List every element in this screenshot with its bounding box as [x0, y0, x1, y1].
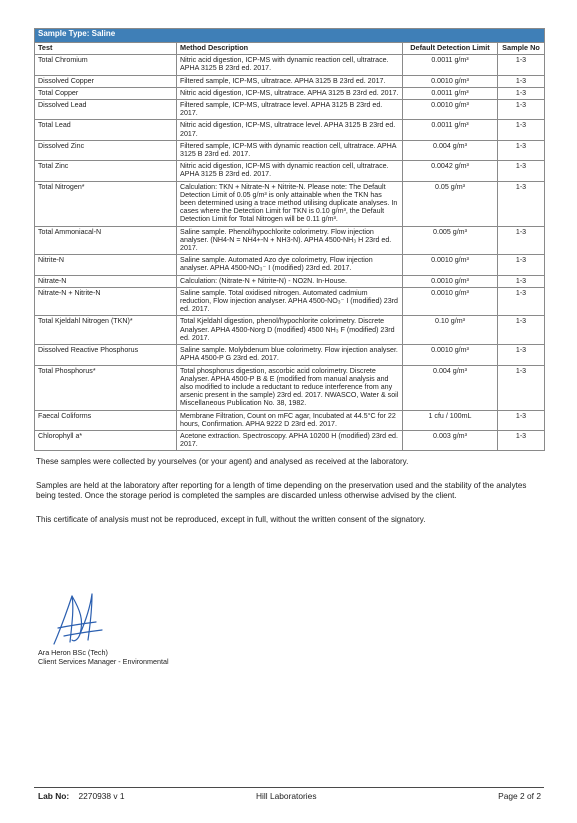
method-description-cell: Membrane Filtration, Count on mFC agar, Incubated at 44.5°C for 22 hours, Confirmation. APHA 9222 D 23rd ed. 2017.: [177, 410, 403, 430]
method-description-cell: Calculation: (Nitrate-N + Nitrite-N) - NO2N. In-House.: [177, 275, 403, 287]
method-description-cell: Saline sample. Molybdenum blue colorimetry. Flow injection analyser. APHA 4500-P G 23rd ed. 2017.: [177, 345, 403, 365]
lab-no-value: 2270938 v 1: [78, 791, 125, 801]
method-description-cell: Filtered sample, ICP-MS with dynamic reaction cell, ultratrace. APHA 3125 B 23rd ed. 2017.: [177, 140, 403, 160]
method-description-cell: Calculation: TKN + Nitrate-N + Nitrite-N. Please note: The Default Detection Limit of 0.05 g/m³ is only attainable when the TKN has been determined using a trace method utilising duplicate analyses. In cases where the Detection Limit for TKN is 0.10 g/m³, the Default Detection Limit for Total Nitrogen will be 0.11 g/m³.: [177, 181, 403, 226]
test-name-cell: Total Nitrogen*: [35, 181, 177, 226]
header-method: Method Description: [177, 43, 403, 55]
sample-no-cell: 1-3: [498, 75, 545, 87]
detection-limit-cell: 0.005 g/m³: [403, 226, 498, 255]
test-name-cell: Nitrate-N + Nitrite-N: [35, 287, 177, 316]
detection-limit-cell: 0.004 g/m³: [403, 365, 498, 410]
detection-limit-cell: 0.0010 g/m³: [403, 255, 498, 275]
sample-no-cell: 1-3: [498, 100, 545, 120]
method-description-cell: Total Kjeldahl digestion, phenol/hypochlorite colorimetry. Discrete Analyser. APHA 4500-Norg D (modified) 4500 NH₃ F (modified) 23rd ed. 2017.: [177, 316, 403, 345]
test-name-cell: Total Chromium: [35, 55, 177, 75]
detection-limit-cell: 0.0010 g/m³: [403, 345, 498, 365]
table-row: [35, 275, 545, 287]
table-row: [35, 181, 545, 226]
table-row: [35, 120, 545, 140]
sample-no-cell: 1-3: [498, 181, 545, 226]
methods-table: [34, 28, 545, 451]
header-test: Test: [35, 43, 177, 55]
test-name-cell: Total Zinc: [35, 161, 177, 181]
test-name-cell: Total Ammoniacal-N: [35, 226, 177, 255]
table-row: [35, 226, 545, 255]
sample-type-bar: [35, 29, 545, 43]
detection-limit-cell: 0.0011 g/m³: [403, 87, 498, 99]
test-name-cell: Total Phosphorus*: [35, 365, 177, 410]
sample-no-cell: 1-3: [498, 255, 545, 275]
detection-limit-cell: 1 cfu / 100mL: [403, 410, 498, 430]
table-row: [35, 255, 545, 275]
sample-no-cell: 1-3: [498, 430, 545, 450]
sample-no-cell: 1-3: [498, 120, 545, 140]
detection-limit-cell: 0.05 g/m³: [403, 181, 498, 226]
method-description-cell: Saline sample. Total oxidised nitrogen. Automated cadmium reduction, Flow injection analyser. APHA 4500-NO₃⁻ I (modified) 23rd ed. 2017.: [177, 287, 403, 316]
sample-no-cell: 1-3: [498, 275, 545, 287]
sample-no-cell: 1-3: [498, 410, 545, 430]
detection-limit-cell: 0.0010 g/m³: [403, 275, 498, 287]
table-row: [35, 161, 545, 181]
sample-no-cell: 1-3: [498, 226, 545, 255]
note-storage: Samples are held at the laboratory after reporting for a length of time depending on the preservation used and the stability of the analytes being tested. Once the storage period is completed the samples are discarded unless otherwise advised by the client.: [36, 481, 527, 500]
footer-page-number: Page 2 of 2: [498, 791, 541, 801]
note-collection: These samples were collected by yourselves (or your agent) and analysed as received at the laboratory.: [36, 457, 409, 466]
header-detection-limit: Default Detection Limit: [403, 43, 498, 55]
detection-limit-cell: 0.0010 g/m³: [403, 100, 498, 120]
test-name-cell: Nitrite-N: [35, 255, 177, 275]
signatory-title: Client Services Manager - Environmental: [38, 657, 169, 666]
table-row: [35, 345, 545, 365]
table-row: [35, 87, 545, 99]
sample-no-cell: 1-3: [498, 55, 545, 75]
sample-no-cell: 1-3: [498, 161, 545, 181]
footer-lab-no: [38, 791, 125, 801]
method-description-cell: Acetone extraction. Spectroscopy. APHA 10200 H (modified) 23rd ed. 2017.: [177, 430, 403, 450]
method-description-cell: Filtered sample, ICP-MS, ultratrace. APHA 3125 B 23rd ed. 2017.: [177, 75, 403, 87]
sample-no-cell: 1-3: [498, 345, 545, 365]
table-row: [35, 287, 545, 316]
detection-limit-cell: 0.0010 g/m³: [403, 75, 498, 87]
test-name-cell: Dissolved Lead: [35, 100, 177, 120]
table-row: [35, 430, 545, 450]
sample-no-cell: 1-3: [498, 365, 545, 410]
method-description-cell: Saline sample. Automated Azo dye colorimetry, Flow injection analyser. APHA 4500-NO₃⁻ I (modified) 23rd ed. 2017.: [177, 255, 403, 275]
method-description-cell: Total phosphorus digestion, ascorbic acid colorimetry. Discrete Analyser. APHA 4500-P B & E (modified from manual analysis and also modified to include a reductant to reduce interference from any arsenic present in the sample) 23rd ed. 2017. NWASCO, Water & soil Miscellaneous Publication No. 38, 1982.: [177, 365, 403, 410]
method-description-cell: Nitric acid digestion, ICP-MS, ultratrace level. APHA 3125 B 23rd ed. 2017.: [177, 120, 403, 140]
method-description-cell: Nitric acid digestion, ICP-MS with dynamic reaction cell, ultratrace. APHA 3125 B 23rd ed. 2017.: [177, 55, 403, 75]
lab-no-label: Lab No:: [38, 791, 70, 801]
test-name-cell: Nitrate-N: [35, 275, 177, 287]
footer-rule: [34, 787, 544, 788]
test-name-cell: Total Copper: [35, 87, 177, 99]
table-row: [35, 55, 545, 75]
test-name-cell: Dissolved Copper: [35, 75, 177, 87]
test-name-cell: Total Lead: [35, 120, 177, 140]
footer-company: Hill Laboratories: [256, 791, 317, 801]
test-name-cell: Chlorophyll a*: [35, 430, 177, 450]
test-name-cell: Total Kjeldahl Nitrogen (TKN)*: [35, 316, 177, 345]
table-header-row: [35, 43, 545, 55]
test-name-cell: Faecal Coliforms: [35, 410, 177, 430]
detection-limit-cell: 0.0042 g/m³: [403, 161, 498, 181]
detection-limit-cell: 0.10 g/m³: [403, 316, 498, 345]
detection-limit-cell: 0.0010 g/m³: [403, 287, 498, 316]
sample-type-label: Sample Type: Saline: [35, 29, 545, 43]
table-row: [35, 316, 545, 345]
table-row: [35, 100, 545, 120]
note-reproduction: This certificate of analysis must not be reproduced, except in full, without the written consent of the signatory.: [36, 515, 426, 524]
test-name-cell: Dissolved Zinc: [35, 140, 177, 160]
detection-limit-cell: 0.003 g/m³: [403, 430, 498, 450]
detection-limit-cell: 0.0011 g/m³: [403, 55, 498, 75]
table-row: [35, 140, 545, 160]
method-description-cell: Nitric acid digestion, ICP-MS with dynamic reaction cell, ultratrace. APHA 3125 B 23rd ed. 2017.: [177, 161, 403, 181]
signatory-block: [38, 648, 169, 666]
method-description-cell: Filtered sample, ICP-MS, ultratrace level. APHA 3125 B 23rd ed. 2017.: [177, 100, 403, 120]
table-row: [35, 410, 545, 430]
signature-image: [50, 590, 105, 648]
table-row: [35, 75, 545, 87]
sample-no-cell: 1-3: [498, 87, 545, 99]
detection-limit-cell: 0.0011 g/m³: [403, 120, 498, 140]
sample-no-cell: 1-3: [498, 140, 545, 160]
table-row: [35, 365, 545, 410]
notes-section: [36, 457, 541, 525]
sample-no-cell: 1-3: [498, 316, 545, 345]
sample-no-cell: 1-3: [498, 287, 545, 316]
method-description-cell: Nitric acid digestion, ICP-MS, ultratrace. APHA 3125 B 23rd ed. 2017.: [177, 87, 403, 99]
signatory-name: Ara Heron BSc (Tech): [38, 648, 108, 657]
test-name-cell: Dissolved Reactive Phosphorus: [35, 345, 177, 365]
header-sample-no: Sample No: [498, 43, 545, 55]
detection-limit-cell: 0.004 g/m³: [403, 140, 498, 160]
method-description-cell: Saline sample. Phenol/hypochlorite colorimetry. Flow injection analyser. (NH4-N = NH4+-N + NH3-N). APHA 4500-NH₃ H 23rd ed. 2017.: [177, 226, 403, 255]
